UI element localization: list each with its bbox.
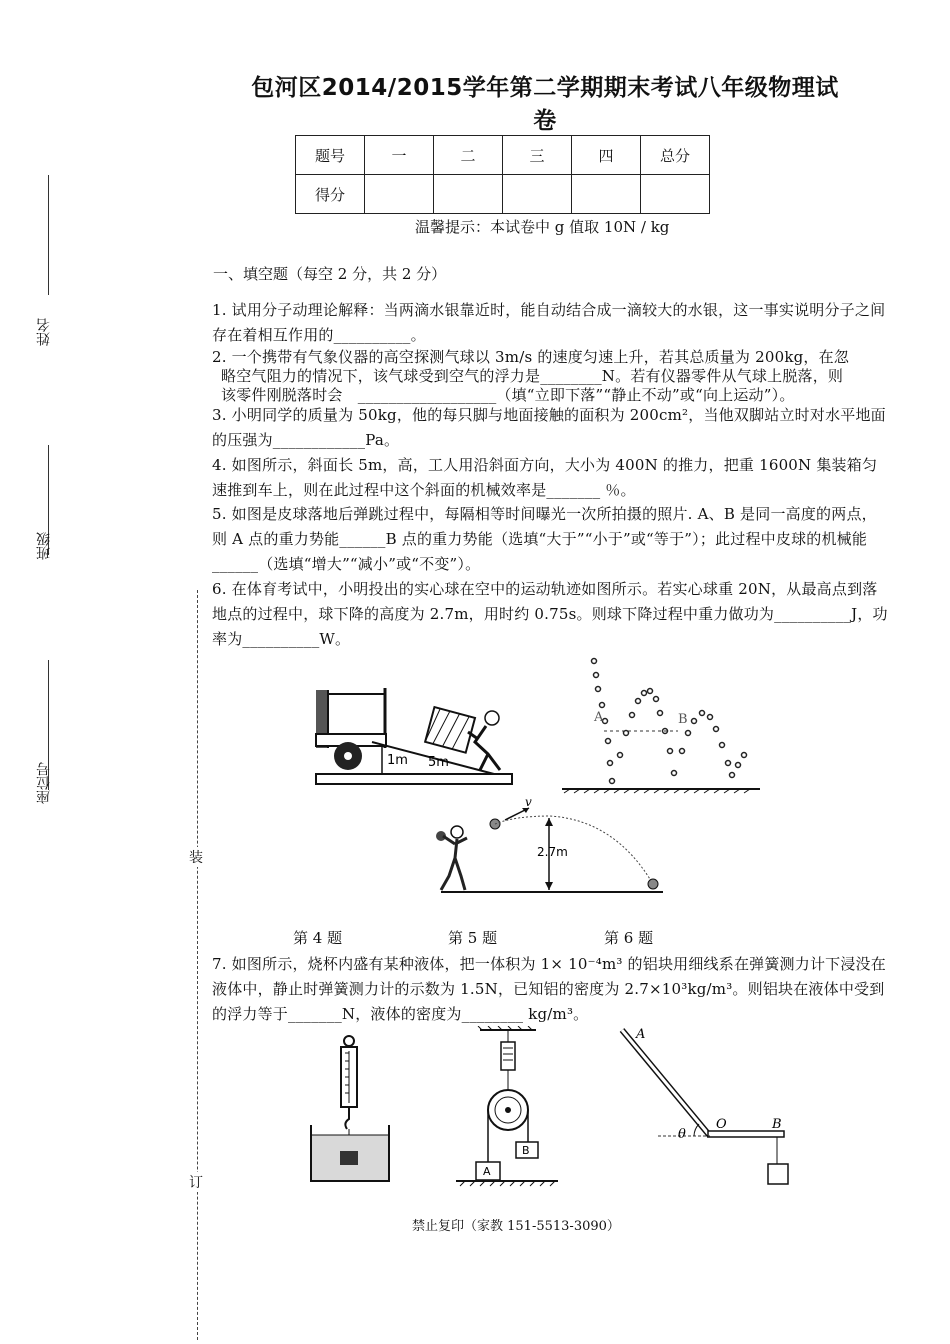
shot-ball-end bbox=[648, 879, 658, 889]
caption-q6: 第 6 题 bbox=[604, 929, 654, 947]
question-5: 5. 如图是皮球落地后弹跳过程中，每隔相等时间曝光一次所拍摄的照片. A、B 是同一高度的两点，则 A 点的重力势能______B 点的重力势能（选填“大于”“小于”或“等于”）；此过程中皮球的机械能______（选填“增大”“减小”或“不变”）。 bbox=[212, 505, 877, 573]
exam-title bbox=[210, 72, 880, 138]
score-cell: 二 bbox=[434, 136, 503, 175]
ball-positions bbox=[592, 659, 747, 784]
trajectory-curve bbox=[495, 816, 653, 884]
question-1: 1. 试用分子动理论解释：当两滴水银靠近时，能自动结合成一滴较大的水银，这一事实说明分子之间存在着相互作用的__________。 bbox=[212, 301, 886, 344]
binding-mark-zhuang: 装 bbox=[189, 847, 203, 867]
question-2-line1: 2. 一个携带有气象仪器的高空探测气球以 3m/s 的速度匀速上升，若其总质量为 200kg，在忽 bbox=[212, 348, 850, 366]
label-block-b: B bbox=[522, 1144, 530, 1157]
worker-figure bbox=[485, 711, 499, 725]
score-cell[interactable] bbox=[434, 175, 503, 214]
score-value-row bbox=[296, 175, 710, 214]
figure-incline bbox=[310, 684, 520, 788]
label-lever-b: B bbox=[772, 1117, 782, 1132]
label-length: 5m bbox=[428, 755, 449, 770]
label-lever-o: O bbox=[716, 1117, 727, 1132]
exam-title-line1: 包河区2014/2015学年第二学期期末考试八年级物理试 bbox=[251, 75, 839, 101]
question-2-line2: 略空气阻力的情况下，该气球受到空气的浮力是________N。若有仪器零件从气球上脱落，则 bbox=[221, 367, 844, 385]
score-cell[interactable] bbox=[503, 175, 572, 214]
label-drop-height: 2.7m bbox=[537, 845, 568, 859]
question-7: 7. 如图所示，烧杯内盛有某种液体，把一体积为 1× 10⁻⁴m³ 的铝块用细线系在弹簧测力计下浸没在液体中，静止时弹簧测力计的示数为 1.5N，已知铝的密度为 2.7×10³kg/m³。则铝块在液体中受到的浮力等于_______N，液体的密度为________ kg/m³。 bbox=[212, 955, 886, 1023]
class-label: 班级 bbox=[36, 532, 52, 560]
aluminum-block bbox=[340, 1151, 358, 1165]
question-3: 3. 小明同学的质量为 50kg，他的每只脚与地面接触的面积为 200cm²，当他双脚站立时对水平地面的压强为____________Pa。 bbox=[212, 406, 886, 449]
score-cell: 三 bbox=[503, 136, 572, 175]
score-header-row bbox=[296, 136, 710, 175]
label-angle: θ bbox=[678, 1127, 686, 1142]
name-blank-line bbox=[48, 175, 49, 295]
caption-q4: 第 4 题 bbox=[293, 929, 343, 947]
figure-lever bbox=[612, 1024, 802, 1188]
score-cell: 四 bbox=[572, 136, 641, 175]
name-label: 姓名 bbox=[36, 318, 52, 346]
binding-dashed-line bbox=[197, 590, 198, 1340]
score-cell[interactable] bbox=[572, 175, 641, 214]
exam-title-line2: 卷 bbox=[533, 108, 557, 134]
label-block-a: A bbox=[483, 1165, 491, 1178]
question-6: 6. 在体育考试中，小明投出的实心球在空中的运动轨迹如图所示。若实心球重 20N，从最高点到落地点的过程中，球下降的高度为 2.7m，用时约 0.75s。则球下降过程中重力做功为__________J，功率为__________W。 bbox=[212, 580, 888, 648]
label-lever-a: A bbox=[636, 1027, 646, 1042]
spring-scale bbox=[501, 1042, 515, 1070]
hanging-weight bbox=[768, 1164, 788, 1184]
ground-slab bbox=[316, 774, 512, 784]
container-box bbox=[425, 707, 475, 753]
score-cell[interactable] bbox=[641, 175, 710, 214]
label-point-b: B bbox=[678, 712, 688, 727]
figure-pulley bbox=[452, 1026, 562, 1188]
tip-text: 温馨提示：本试卷中 g 值取 10N / kg bbox=[415, 218, 670, 236]
figure-spring-scale bbox=[305, 1033, 395, 1185]
score-cell: 得分 bbox=[296, 175, 365, 214]
label-point-a: A bbox=[594, 710, 604, 725]
score-cell: 题号 bbox=[296, 136, 365, 175]
section-heading: 一、填空题（每空 2 分，共 2 分） bbox=[213, 265, 447, 283]
figure-bouncing-ball bbox=[560, 655, 765, 795]
figure-shot-put bbox=[425, 796, 670, 902]
question-2-line3: 该零件刚脱落时会 __________________（填“立即下落”“静止不动”或“向上运动”）。 bbox=[221, 386, 795, 404]
score-table bbox=[295, 135, 710, 214]
label-height: 1m bbox=[387, 753, 408, 768]
label-velocity: v bbox=[525, 796, 532, 809]
question-4: 4. 如图所示，斜面长 5m，高，工人用沿斜面方向，大小为 400N 的推力，把重 1600N 集装箱匀速推到车上，则在此过程中这个斜面的机械效率是_______ ％。 bbox=[212, 456, 878, 499]
binding-mark-ding: 订 bbox=[189, 1172, 203, 1192]
score-cell[interactable] bbox=[365, 175, 434, 214]
footer-note: 禁止复印（家教 151-5513-3090） bbox=[412, 1219, 620, 1234]
score-cell: 一 bbox=[365, 136, 434, 175]
caption-q5: 第 5 题 bbox=[448, 929, 498, 947]
seat-label: 座位号 bbox=[36, 762, 52, 804]
score-cell: 总分 bbox=[641, 136, 710, 175]
